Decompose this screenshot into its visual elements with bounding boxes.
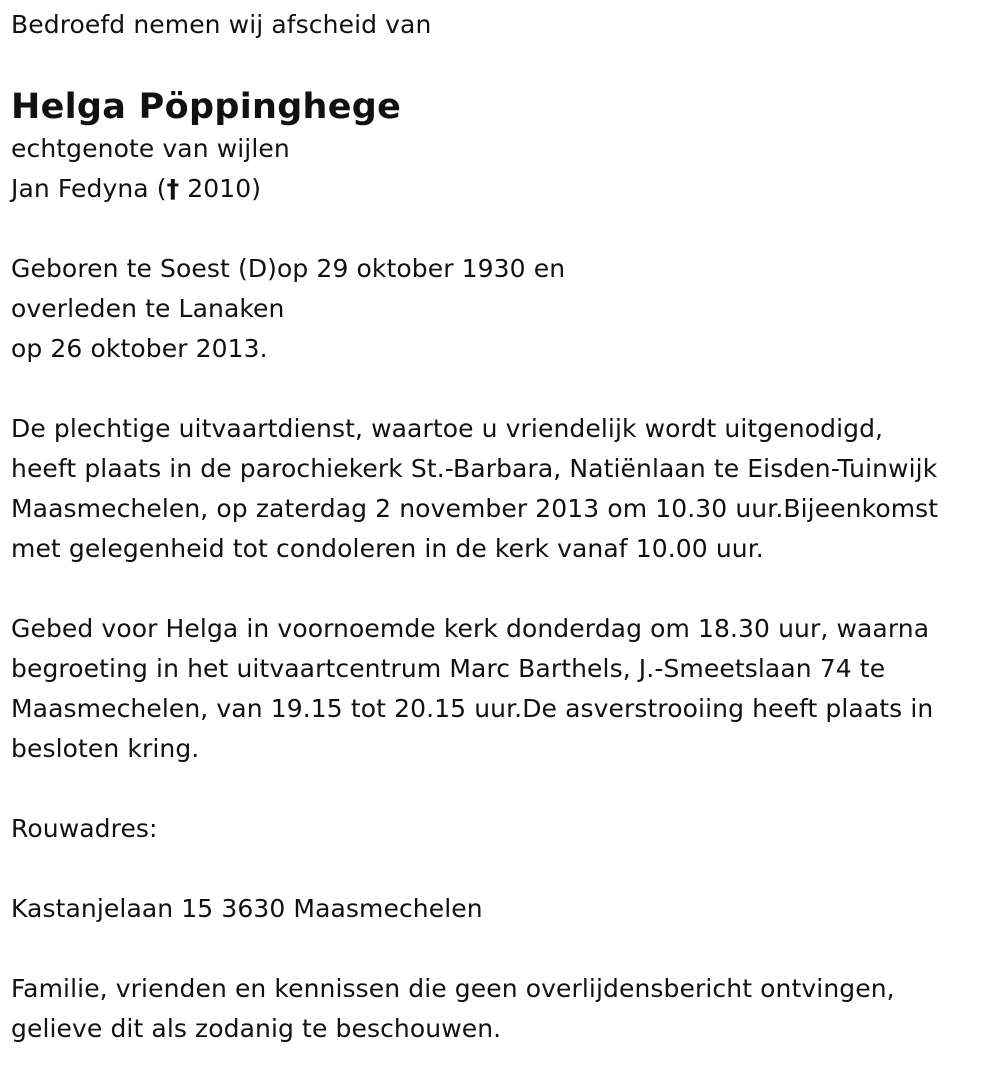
paragraph-line: Geboren te Soest (D)op 29 oktober 1930 en bbox=[11, 254, 566, 283]
paragraph-line: op 26 oktober 2013. bbox=[11, 334, 268, 363]
closing-paragraph bbox=[11, 969, 996, 1049]
funeral-paragraph bbox=[11, 409, 996, 569]
paragraph-line: besloten kring. bbox=[11, 734, 200, 763]
paragraph-line: Maasmechelen, op zaterdag 2 november 2013 om 10.30 uur.Bijeenkomst bbox=[11, 494, 939, 523]
intro-text: Bedroefd nemen wij afscheid van bbox=[11, 10, 432, 39]
birth-death-paragraph bbox=[11, 249, 996, 369]
paragraph-line: De plechtige uitvaartdienst, waartoe u vriendelijk wordt uitgenodigd, bbox=[11, 414, 884, 443]
address-text: Kastanjelaan 15 3630 Maasmechelen bbox=[11, 894, 483, 923]
death-notice bbox=[11, 0, 996, 1049]
cross-icon: † bbox=[166, 174, 180, 203]
spouse-name-suffix: 2010) bbox=[179, 174, 262, 203]
paragraph-line: Maasmechelen, van 19.15 tot 20.15 uur.De asverstrooiing heeft plaats in bbox=[11, 694, 934, 723]
deceased-name: Helga Pöppinghege bbox=[11, 87, 402, 127]
paragraph-line: Familie, vrienden en kennissen die geen overlijdensbericht ontvingen, bbox=[11, 974, 895, 1003]
paragraph-line: begroeting in het uitvaartcentrum Marc Barthels, J.-Smeetslaan 74 te bbox=[11, 654, 886, 683]
address-label: Rouwadres: bbox=[11, 814, 158, 843]
spouse-name bbox=[11, 169, 996, 209]
paragraph-line: Gebed voor Helga in voornoemde kerk donderdag om 18.30 uur, waarna bbox=[11, 614, 930, 643]
paragraph-line: overleden te Lanaken bbox=[11, 294, 285, 323]
prayer-paragraph bbox=[11, 609, 996, 769]
paragraph-line: gelieve dit als zodanig te beschouwen. bbox=[11, 1014, 502, 1043]
spouse-line: echtgenote van wijlen bbox=[11, 134, 290, 163]
paragraph-line: heeft plaats in de parochiekerk St.-Barbara, Natiënlaan te Eisden-Tuinwijk bbox=[11, 454, 938, 483]
paragraph-line: met gelegenheid tot condoleren in de kerk vanaf 10.00 uur. bbox=[11, 534, 764, 563]
spouse-name-prefix: Jan Fedyna ( bbox=[11, 174, 167, 203]
